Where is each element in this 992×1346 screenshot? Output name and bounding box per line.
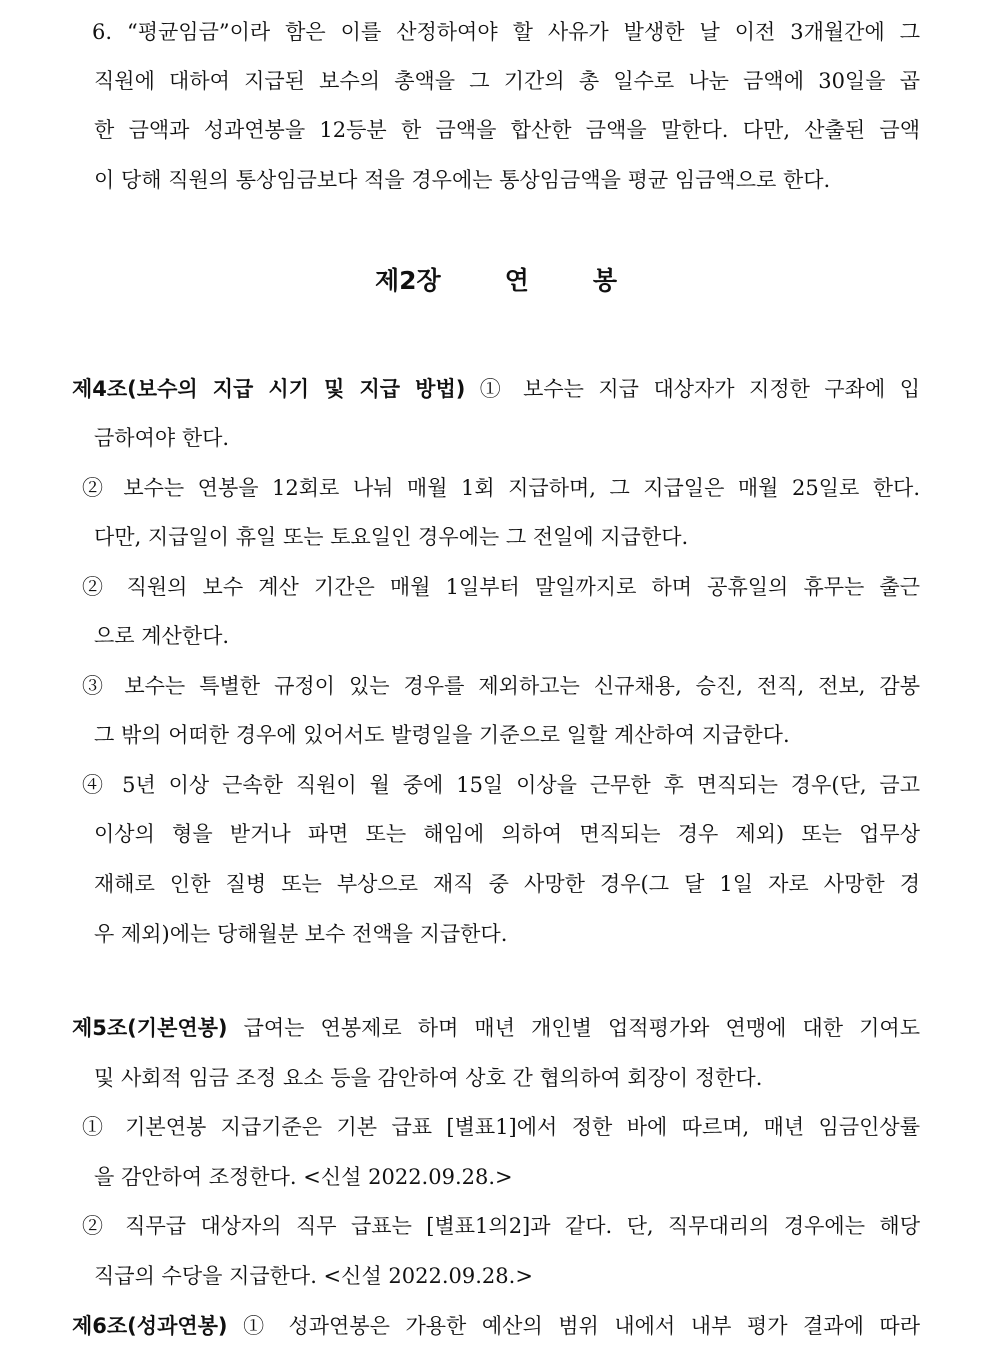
article4-p5-line-4: 우 제외)에는 당해월분 보수 전액을 지급한다.: [94, 922, 508, 946]
article4-first-line: [72, 375, 920, 403]
article4-heading: 제4조(보수의 지급 시기 및 지급 방법): [72, 377, 466, 401]
article5-p1-line-2: 을 감안하여 조정한다. <신설 2022.09.28.>: [94, 1165, 513, 1189]
item6-line-1: 6. “평균임금”이라 함은 이를 산정하여야 할 사유가 발생한 날 이전 3개월간에 그: [92, 20, 920, 44]
item6-line-3: 한 금액과 성과연봉을 12등분 한 금액을 합산한 금액을 말한다. 다만, 산출된 금액: [94, 118, 920, 142]
article4-first-cont: 금하여야 한다.: [94, 426, 230, 450]
article5-p1-line-1: ① 기본연봉 지급기준은 기본 급표 [별표1]에서 정한 바에 따르며, 매년 임금인상률: [82, 1115, 920, 1139]
chapter-title-2: 봉: [592, 266, 617, 295]
article4-p5-line-2: 이상의 형을 받거나 파면 또는 해임에 의하여 면직되는 경우 제외) 또는 업무상: [94, 822, 920, 846]
article5-p2-line-1: ② 직무급 대상자의 직무 급표는 [별표1의2]과 같다. 단, 직무대리의 경우에는 해당: [82, 1214, 920, 1238]
item6-line-2: 직원에 대하여 지급된 보수의 총액을 그 기간의 총 일수로 나눈 금액에 30일을 곱: [94, 69, 920, 93]
article6-first-line: [72, 1312, 920, 1340]
chapter-heading: [0, 265, 992, 297]
article6-heading: 제6조(성과연봉): [72, 1314, 228, 1338]
chapter-number: 제2장: [374, 266, 441, 295]
article4-p2-line-1: ② 보수는 연봉을 12회로 나눠 매월 1회 지급하며, 그 지급일은 매월 25일로 한다.: [82, 476, 920, 500]
article5-first-line: [72, 1014, 920, 1042]
article4-p3-line-1: ② 직원의 보수 계산 기간은 매월 1일부터 말일까지로 하며 공휴일의 휴무는 출근: [82, 575, 920, 599]
article5-p2-line-2: 직급의 수당을 지급한다. <신설 2022.09.28.>: [94, 1264, 533, 1288]
article4-p2-line-2: 다만, 지급일이 휴일 또는 토요일인 경우에는 그 전일에 지급한다.: [94, 525, 689, 549]
item6-line-4: 이 당해 직원의 통상임금보다 적을 경우에는 통상임금액을 평균 임금액으로 한다.: [94, 168, 831, 192]
article4-p4-line-2: 그 밖의 어떠한 경우에 있어서도 발령일을 기준으로 일할 계산하여 지급한다.: [94, 723, 790, 747]
article4-p4-line-1: ③ 보수는 특별한 규정이 있는 경우를 제외하고는 신규채용, 승진, 전직, 전보, 감봉: [82, 674, 920, 698]
article6-first-line-text: ① 성과연봉은 가용한 예산의 범위 내에서 내부 평가 결과에 따라: [227, 1314, 920, 1338]
article4-p5-line-3: 재해로 인한 질병 또는 부상으로 재직 중 사망한 경우(그 달 1일 자로 사망한 경: [94, 872, 920, 896]
article4-p3-line-2: 으로 계산한다.: [94, 624, 230, 648]
article5-heading: 제5조(기본연봉): [72, 1016, 228, 1040]
article5-first-line-text: 급여는 연봉제로 하며 매년 개인별 업적평가와 연맹에 대한 기여도: [227, 1016, 920, 1040]
article4-p5-line-1: ④ 5년 이상 근속한 직원이 월 중에 15일 이상을 근무한 후 면직되는 경우(단, 금고: [82, 773, 920, 797]
article4-first-line-text: ① 보수는 지급 대상자가 지정한 구좌에 입: [465, 377, 920, 401]
article5-first-cont: 및 사회적 임금 조정 요소 등을 감안하여 상호 간 협의하여 회장이 정한다.: [94, 1066, 763, 1090]
chapter-title-1: 연: [504, 266, 529, 295]
